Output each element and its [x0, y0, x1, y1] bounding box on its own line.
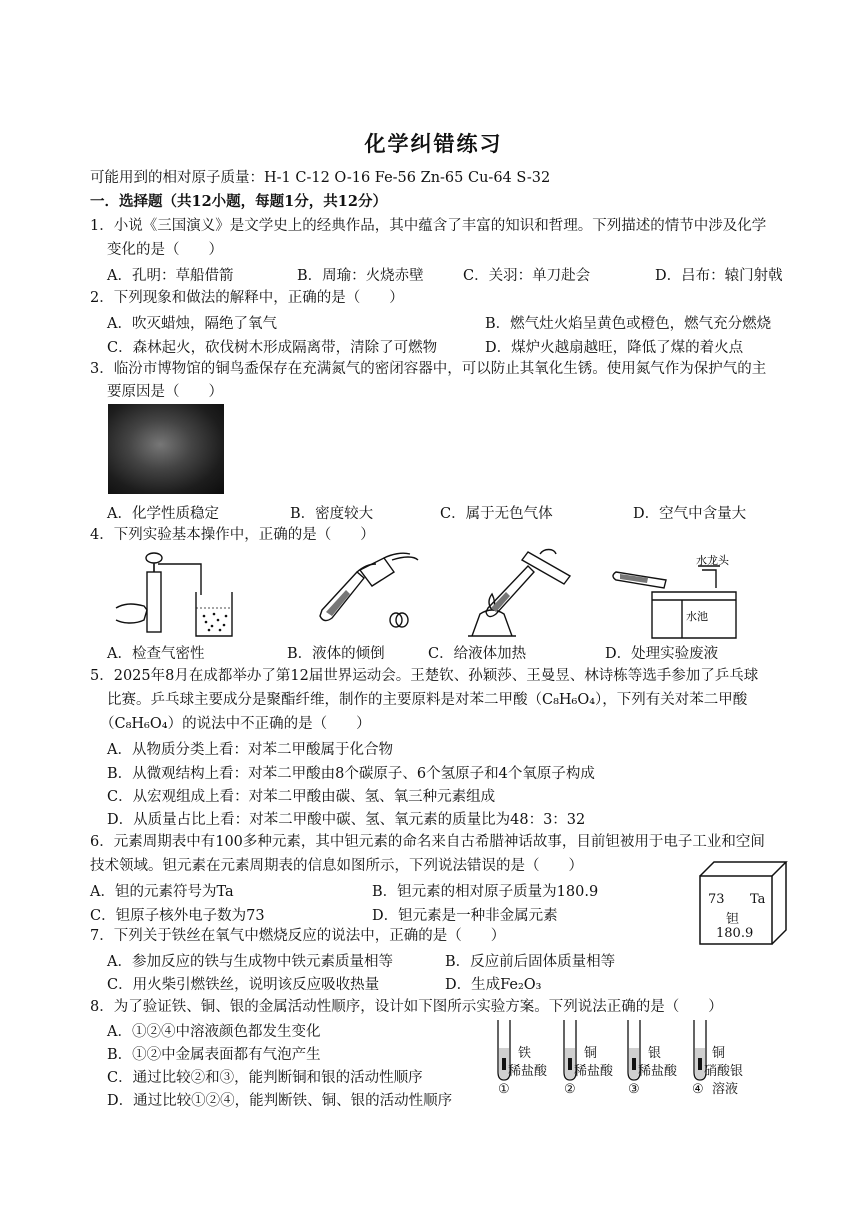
q2-stem: 2．下列现象和做法的解释中，正确的是（ ）	[90, 290, 404, 306]
tube-4-index: ④	[692, 1082, 704, 1097]
element-atomic-number: 73	[708, 892, 725, 907]
q7-stem: 7．下列关于铁丝在氧气中燃烧反应的说法中，正确的是（ ）	[90, 928, 506, 944]
page-title: 化学纠错练习	[364, 131, 503, 156]
q3-option-d: D．空气中含量大	[633, 506, 747, 522]
q4-option-b: B．液体的倾倒	[287, 646, 385, 662]
tube-1-metal: 铁	[518, 1046, 532, 1061]
tube-2-index: ②	[564, 1082, 576, 1097]
q3-option-b: B．密度较大	[290, 506, 374, 522]
tube-1-solution: 稀盐酸	[508, 1064, 548, 1079]
liquid-heating-figure	[458, 548, 578, 640]
q7-option-b: B．反应前后固体质量相等	[445, 954, 616, 970]
sink-label: 水池	[686, 610, 708, 623]
faucet-label: 水龙头	[696, 554, 729, 567]
liquid-pouring-figure	[312, 550, 422, 640]
q8-option-b: B．①②中金属表面都有气泡产生	[107, 1047, 321, 1063]
q7-option-c: C．用火柴引燃铁丝，说明该反应吸收热量	[107, 977, 380, 993]
tube-4-metal: 铜	[712, 1046, 726, 1061]
section-heading: 一．选择题（共12小题，每题1分，共12分）	[90, 193, 387, 210]
tube-3-metal: 银	[648, 1046, 662, 1061]
airtightness-check-figure	[116, 550, 236, 638]
q1-stem-line2: 变化的是（ ）	[107, 242, 223, 258]
q5-option-b: B．从微观结构上看：对苯二甲酸由8个碳原子、6个氢原子和4个氧原子构成	[107, 766, 595, 782]
element-name: 钽	[726, 912, 740, 927]
q1-option-d: D．吕布：辕门射戟	[655, 268, 783, 284]
q5-option-d: D．从质量占比上看：对苯二甲酸中碳、氢、氧元素的质量比为48：3：32	[107, 812, 586, 828]
q3-option-c: C．属于无色气体	[440, 506, 553, 522]
atomic-masses: 可能用到的相对原子质量：H-1 C-12 O-16 Fe-56 Zn-65 Cu-64 S-32	[90, 170, 551, 186]
q2-option-d: D．煤炉火越扇越旺，降低了煤的着火点	[485, 340, 744, 356]
q3-stem-line1: 3．临汾市博物馆的铜鸟盉保存在充满氮气的密闭容器中，可以防止其氧化生锈。使用氮气作为保护气的主	[90, 361, 767, 377]
q8-option-d: D．通过比较①②④，能判断铁、铜、银的活动性顺序	[107, 1093, 453, 1109]
q1-stem-line1: 1．小说《三国演义》是文学史上的经典作品，其中蕴含了丰富的知识和哲理。下列描述的情节中涉及化学	[90, 218, 767, 234]
q5-stem-line1: 5．2025年8月在成都举办了第12届世界运动会。王楚钦、孙颖莎、王曼昱、林诗栋等选手参加了乒乓球	[90, 668, 759, 684]
q2-option-c: C．森林起火，砍伐树木形成隔离带，清除了可燃物	[107, 340, 438, 356]
q5-stem-line2: 比赛。乒乓球主要成分是聚酯纤维，制作的主要原料是对苯二甲酸（C₈H₆O₄），下列有关对苯二甲酸	[107, 692, 748, 708]
tube-3-index: ③	[628, 1082, 640, 1097]
q5-stem-line3: （C₈H₆O₄）的说法中不正确的是（ ）	[100, 716, 371, 732]
q2-option-b: B．燃气灶火焰呈黄色或橙色，燃气充分燃烧	[485, 316, 772, 332]
tube-1-index: ①	[498, 1082, 510, 1097]
q4-option-a: A．检查气密性	[107, 646, 205, 662]
element-symbol: Ta	[750, 892, 766, 907]
bronze-vessel-photo	[108, 404, 224, 494]
q8-option-a: A．①②④中溶液颜色都发生变化	[107, 1024, 321, 1040]
tube-3-solution: 稀盐酸	[638, 1064, 678, 1079]
q1-option-c: C．关羽：单刀赴会	[463, 268, 591, 284]
q6-option-a: A．钽的元素符号为Ta	[90, 884, 234, 900]
q3-stem-line2: 要原因是（ ）	[107, 384, 223, 400]
q1-option-b: B．周瑜：火烧赤壁	[297, 268, 424, 284]
waste-disposal-figure	[612, 554, 752, 644]
q7-option-d: D．生成Fe₂O₃	[445, 977, 542, 993]
tube-2-solution: 稀盐酸	[574, 1064, 614, 1079]
q5-option-c: C．从宏观组成上看：对苯二甲酸由碳、氢、氧三种元素组成	[107, 789, 496, 805]
q4-stem: 4．下列实验基本操作中，正确的是（ ）	[90, 527, 375, 543]
element-mass: 180.9	[716, 926, 754, 941]
q3-option-a: A．化学性质稳定	[107, 506, 219, 522]
q4-option-c: C．给液体加热	[428, 646, 527, 662]
q6-option-d: D．钽元素是一种非金属元素	[372, 908, 558, 924]
q8-option-c: C．通过比较②和③，能判断铜和银的活动性顺序	[107, 1070, 423, 1086]
tube-2-metal: 铜	[584, 1046, 598, 1061]
q6-option-b: B．钽元素的相对原子质量为180.9	[372, 884, 599, 900]
q7-option-a: A．参加反应的铁与生成物中铁元素质量相等	[107, 954, 393, 970]
q8-stem: 8．为了验证铁、铜、银的金属活动性顺序，设计如下图所示实验方案。下列说法正确的是（ ）	[90, 999, 723, 1015]
q1-option-a: A．孔明：草船借箭	[107, 268, 234, 284]
q6-stem-line2: 技术领域。钽元素在元素周期表的信息如图所示，下列说法错误的是（ ）	[90, 858, 583, 874]
q5-option-a: A．从物质分类上看：对苯二甲酸属于化合物	[107, 742, 393, 758]
q6-stem-line1: 6．元素周期表中有100多种元素，其中钽元素的命名来自古希腊神话故事，目前钽被用于电子工业和空间	[90, 834, 765, 850]
q6-option-c: C．钽原子核外电子数为73	[90, 908, 265, 924]
tube-4-solution: 硝酸银	[704, 1064, 744, 1079]
tube-4-solution-line2: 溶液	[712, 1082, 739, 1097]
q4-option-d: D．处理实验废液	[605, 646, 719, 662]
q2-option-a: A．吹灭蜡烛，隔绝了氧气	[107, 316, 277, 332]
